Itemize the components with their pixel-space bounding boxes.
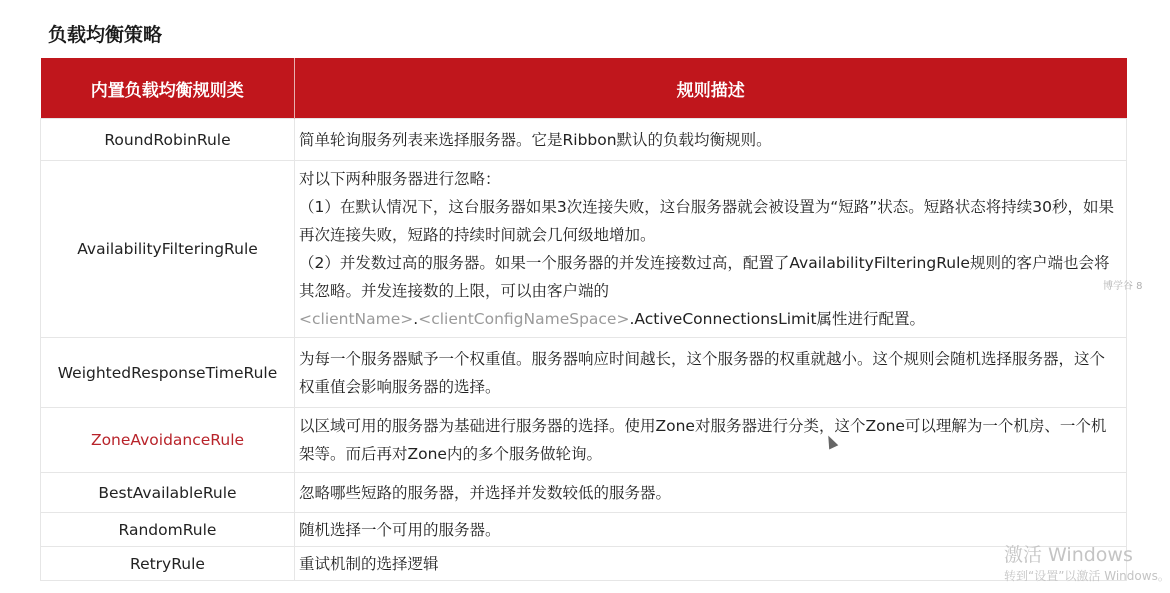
- page-title: 负载均衡策略: [48, 24, 163, 46]
- desc-dot: .: [413, 310, 419, 328]
- rule-description: 重试机制的选择逻辑: [295, 547, 1127, 581]
- table-row: [41, 119, 1127, 161]
- rule-name: BestAvailableRule: [41, 473, 295, 513]
- client-name-placeholder: <clientName>: [299, 310, 414, 328]
- client-config-namespace-placeholder: <clientConfigNameSpace>: [418, 310, 630, 328]
- table-header-row: [41, 58, 1127, 119]
- side-watermark: 博学谷 8: [1103, 281, 1143, 292]
- rule-description: 以区域可用的服务器为基础进行服务器的选择。使用Zone对服务器进行分类，这个Zone可以理解为一个机房、一个机架等。而后再对Zone内的多个服务做轮询。: [295, 408, 1127, 473]
- rule-description: 忽略哪些短路的服务器，并选择并发数较低的服务器。: [295, 473, 1127, 513]
- desc-line: 对以下两种服务器进行忽略：: [299, 170, 501, 188]
- table-row: [41, 161, 1127, 338]
- windows-activation-title: 激活 Windows: [1004, 544, 1133, 566]
- windows-activation-hint: 转到“设置”以激活 Windows。: [1004, 569, 1170, 583]
- rule-name: RoundRobinRule: [41, 119, 295, 161]
- header-rule-class: 内置负载均衡规则类: [41, 58, 295, 119]
- rule-name: WeightedResponseTimeRule: [41, 338, 295, 408]
- rule-name: AvailabilityFilteringRule: [41, 161, 295, 338]
- rule-name: ZoneAvoidanceRule: [41, 408, 295, 473]
- rule-description: 为每一个服务器赋予一个权重值。服务器响应时间越长，这个服务器的权重就越小。这个规则会随机选择服务器，这个权重值会影响服务器的选择。: [295, 338, 1127, 408]
- rule-description: 随机选择一个可用的服务器。: [295, 513, 1127, 547]
- desc-line: [299, 249, 1120, 333]
- table-row: [41, 338, 1127, 408]
- header-rule-desc: 规则描述: [295, 58, 1127, 119]
- table-row: [41, 473, 1127, 513]
- desc-tail: .ActiveConnectionsLimit属性进行配置。: [629, 310, 926, 328]
- rule-description: [295, 161, 1127, 338]
- table-row: [41, 408, 1127, 473]
- load-balance-rules-table: [40, 58, 1127, 581]
- rule-description: 简单轮询服务列表来选择服务器。它是Ribbon默认的负载均衡规则。: [295, 119, 1127, 161]
- desc-text: （2）并发数过高的服务器。如果一个服务器的并发连接数过高，配置了AvailabilityFilteringRule规则的客户端也会将其忽略。并发连接数的上限，可以由客户端的: [299, 254, 1110, 300]
- table-row: [41, 513, 1127, 547]
- rule-name: RandomRule: [41, 513, 295, 547]
- rule-name: RetryRule: [41, 547, 295, 581]
- table-row: [41, 547, 1127, 581]
- desc-line: （1）在默认情况下，这台服务器如果3次连接失败，这台服务器就会被设置为“短路”状态。短路状态将持续30秒，如果再次连接失败，短路的持续时间就会几何级地增加。: [299, 198, 1115, 244]
